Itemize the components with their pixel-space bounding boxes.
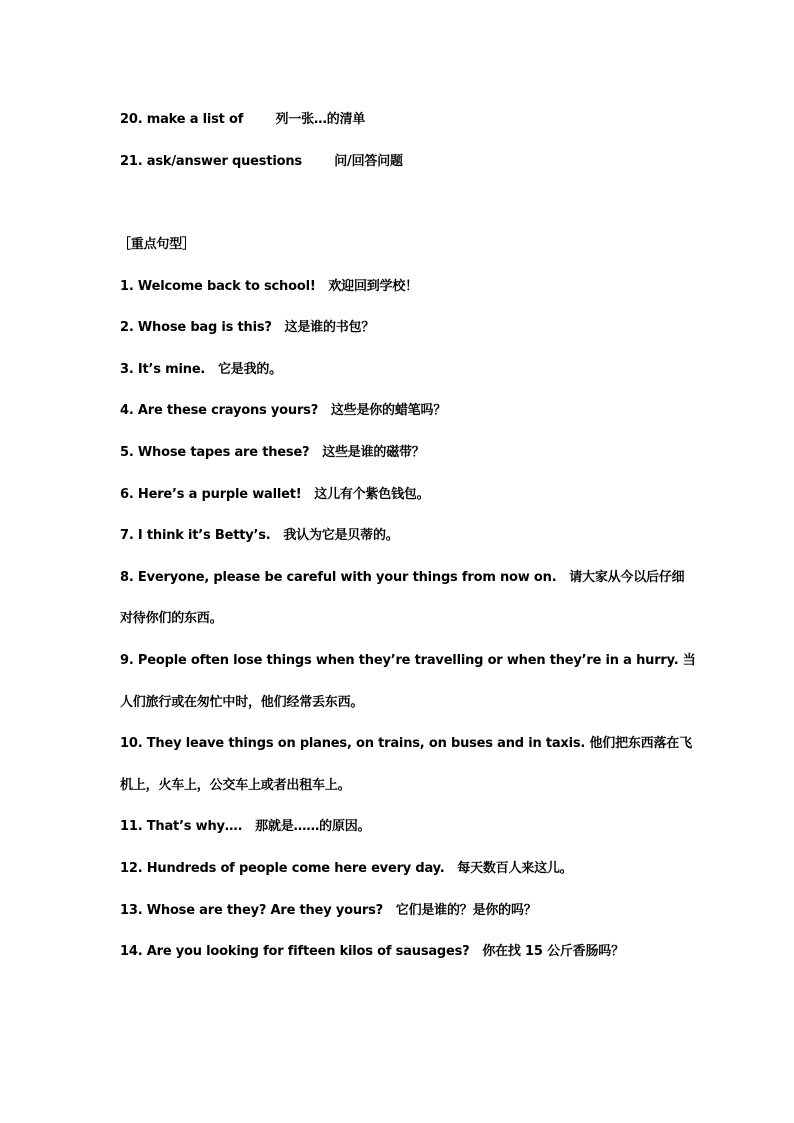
sentence-line: 8. Everyone, please be careful with your things from now on. 请大家从今以后仔细: [120, 570, 685, 585]
vocab-chinese: 问/回答问题: [334, 154, 403, 169]
vocab-item: [120, 150, 680, 169]
vocab-english: ask/answer questions: [146, 154, 302, 169]
vocab-number: 21.: [120, 154, 143, 169]
sentence-line: 5. Whose tapes are these? 这些是谁的磁带？: [120, 445, 425, 460]
sentence-continuation: 人们旅行或在匆忙中时，他们经常丢东西。: [120, 695, 364, 710]
sentence-line: 2. Whose bag is this? 这是谁的书包？: [120, 320, 375, 335]
sentence-line: 7. I think it’s Betty’s. 我认为它是贝蒂的。: [120, 528, 399, 543]
sentence-line: 12. Hundreds of people come here every day. 每天数百人来这儿。: [120, 861, 573, 876]
vocab-item: [120, 108, 680, 127]
vocab-chinese: 列一张…的清单: [275, 112, 366, 127]
sentence-line: 11. That’s why…. 那就是……的原因。: [120, 819, 371, 834]
sentence-continuation: 机上，火车上，公交车上或者出租车上。: [120, 778, 351, 793]
sentence-continuation: 对待你们的东西。: [120, 611, 223, 626]
sentence-line: 6. Here’s a purple wallet! 这儿有个紫色钱包。: [120, 487, 430, 502]
sentence-line: 1. Welcome back to school! 欢迎回到学校！: [120, 279, 418, 294]
section-title: ［重点句型］: [118, 237, 195, 252]
sentence-line: 9. People often lose things when they’re travelling or when they’re in a hurry. 当: [120, 653, 696, 668]
sentence-line: 13. Whose are they? Are they yours? 它们是谁的？是你的吗？: [120, 903, 537, 918]
sentence-line: 4. Are these crayons yours? 这些是你的蜡笔吗？: [120, 403, 447, 418]
sentence-line: 10. They leave things on planes, on trains, on buses and in taxis. 他们把东西落在飞: [120, 736, 692, 751]
vocab-number: 20.: [120, 112, 143, 127]
sentence-line: 14. Are you looking for fifteen kilos of sausages? 你在找 15 公斤香肠吗？: [120, 944, 624, 959]
vocab-english: make a list of: [146, 112, 244, 127]
sentence-line: 3. It’s mine. 它是我的。: [120, 362, 282, 377]
